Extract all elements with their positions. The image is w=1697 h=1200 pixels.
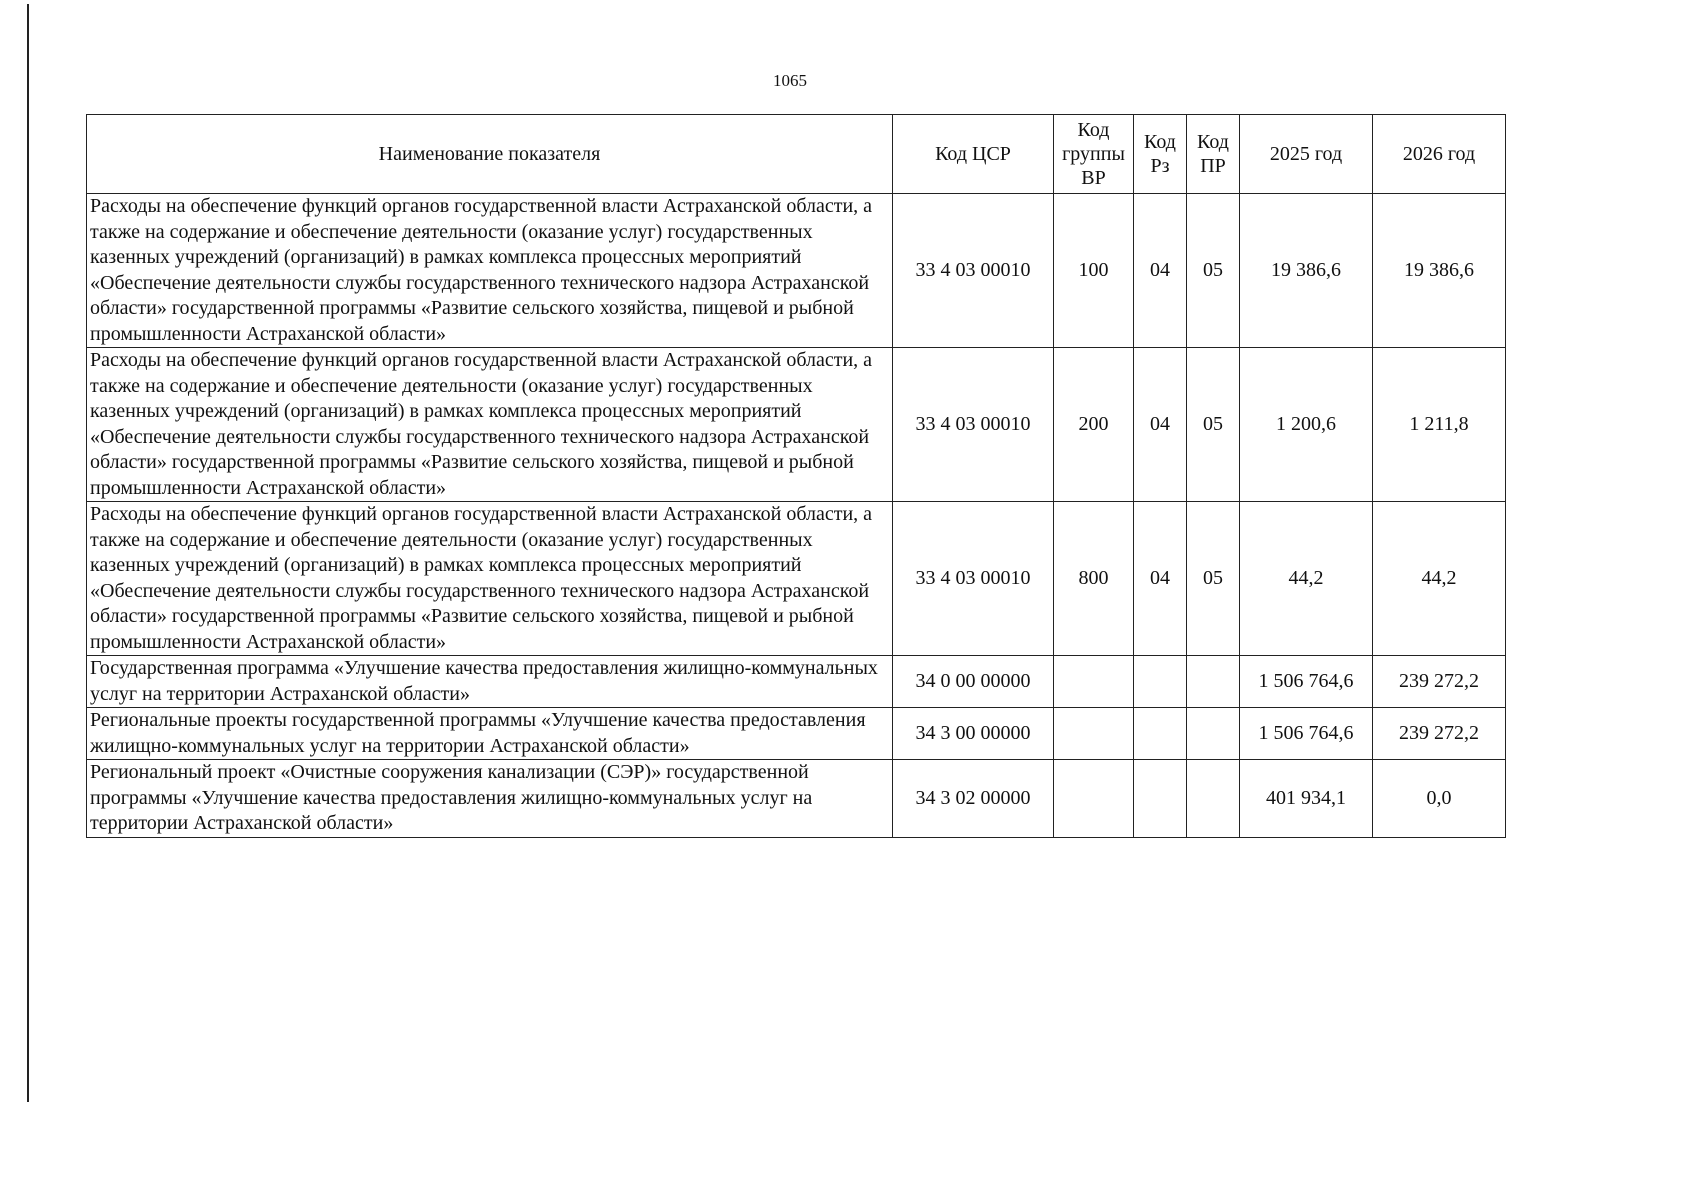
cell-vr	[1054, 760, 1134, 838]
cell-csr: 34 0 00 00000	[893, 656, 1054, 708]
cell-vr: 100	[1054, 194, 1134, 348]
table-row	[87, 708, 1506, 760]
cell-name: Государственная программа «Улучшение качества предоставления жилищно-коммунальных услуг на территории Астраханской области»	[87, 656, 893, 708]
cell-rz	[1134, 760, 1187, 838]
cell-pr: 05	[1187, 502, 1240, 656]
cell-2025: 19 386,6	[1240, 194, 1373, 348]
cell-name: Региональные проекты государственной программы «Улучшение качества предоставления жилищно-коммунальных услуг на территории Астраханской области»	[87, 708, 893, 760]
cell-vr	[1054, 656, 1134, 708]
header-name: Наименование показателя	[87, 115, 893, 194]
cell-name: Расходы на обеспечение функций органов государственной власти Астраханской области, а также на содержание и обеспечение деятельности (оказание услуг) государственных казенных учреждений (организаций) в рамках комплекса процессных мероприятий «Обеспечение деятельности службы государственного технического надзора Астраханской области» государственной программы «Развитие сельского хозяйства, пищевой и рыбной промышленности Астраханской области»	[87, 194, 893, 348]
cell-csr: 33 4 03 00010	[893, 502, 1054, 656]
cell-csr: 34 3 00 00000	[893, 708, 1054, 760]
header-2025: 2025 год	[1240, 115, 1373, 194]
cell-name: Расходы на обеспечение функций органов государственной власти Астраханской области, а также на содержание и обеспечение деятельности (оказание услуг) государственных казенных учреждений (организаций) в рамках комплекса процессных мероприятий «Обеспечение деятельности службы государственного технического надзора Астраханской области» государственной программы «Развитие сельского хозяйства, пищевой и рыбной промышленности Астраханской области»	[87, 348, 893, 502]
cell-2026: 1 211,8	[1373, 348, 1506, 502]
cell-2025: 1 506 764,6	[1240, 708, 1373, 760]
cell-2025: 1 200,6	[1240, 348, 1373, 502]
cell-rz: 04	[1134, 502, 1187, 656]
binding-line	[27, 4, 29, 1102]
cell-2026: 0,0	[1373, 760, 1506, 838]
cell-2026: 44,2	[1373, 502, 1506, 656]
cell-rz	[1134, 708, 1187, 760]
cell-2025: 1 506 764,6	[1240, 656, 1373, 708]
cell-pr: 05	[1187, 348, 1240, 502]
cell-vr: 800	[1054, 502, 1134, 656]
budget-table	[86, 114, 1506, 838]
cell-2026: 239 272,2	[1373, 708, 1506, 760]
cell-2025: 44,2	[1240, 502, 1373, 656]
cell-csr: 33 4 03 00010	[893, 348, 1054, 502]
header-pr: Код ПР	[1187, 115, 1240, 194]
cell-pr	[1187, 656, 1240, 708]
header-2026: 2026 год	[1373, 115, 1506, 194]
cell-pr	[1187, 760, 1240, 838]
cell-pr: 05	[1187, 194, 1240, 348]
cell-2026: 19 386,6	[1373, 194, 1506, 348]
cell-rz: 04	[1134, 348, 1187, 502]
cell-2025: 401 934,1	[1240, 760, 1373, 838]
cell-name: Расходы на обеспечение функций органов государственной власти Астраханской области, а также на содержание и обеспечение деятельности (оказание услуг) государственных казенных учреждений (организаций) в рамках комплекса процессных мероприятий «Обеспечение деятельности службы государственного технического надзора Астраханской области» государственной программы «Развитие сельского хозяйства, пищевой и рыбной промышленности Астраханской области»	[87, 502, 893, 656]
cell-rz	[1134, 656, 1187, 708]
table-row	[87, 760, 1506, 838]
cell-2026: 239 272,2	[1373, 656, 1506, 708]
header-rz: Код Рз	[1134, 115, 1187, 194]
cell-pr	[1187, 708, 1240, 760]
header-csr: Код ЦСР	[893, 115, 1054, 194]
cell-vr: 200	[1054, 348, 1134, 502]
header-row	[87, 115, 1506, 194]
table-row	[87, 656, 1506, 708]
table-row	[87, 502, 1506, 656]
table-row	[87, 194, 1506, 348]
cell-rz: 04	[1134, 194, 1187, 348]
cell-csr: 34 3 02 00000	[893, 760, 1054, 838]
page-number: 1065	[773, 71, 807, 90]
cell-vr	[1054, 708, 1134, 760]
table-row	[87, 348, 1506, 502]
cell-name: Региональный проект «Очистные сооружения канализации (СЭР)» государственной программы «Улучшение качества предоставления жилищно-коммунальных услуг на территории Астраханской области»	[87, 760, 893, 838]
header-vr: Код группы ВР	[1054, 115, 1134, 194]
cell-csr: 33 4 03 00010	[893, 194, 1054, 348]
